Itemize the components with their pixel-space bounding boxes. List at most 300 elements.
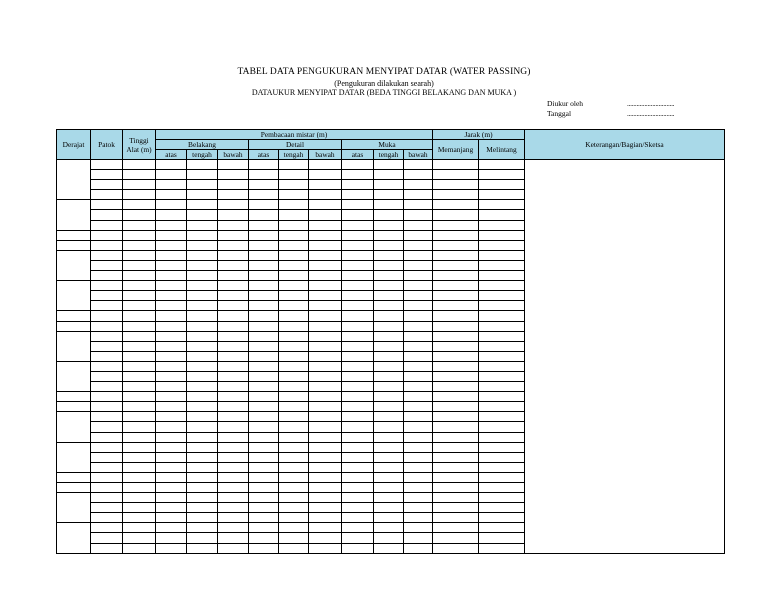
data-cell[interactable] xyxy=(156,402,187,412)
data-cell[interactable] xyxy=(433,382,479,392)
data-cell[interactable] xyxy=(218,321,249,331)
data-cell[interactable] xyxy=(279,432,309,442)
data-cell[interactable] xyxy=(374,341,404,351)
data-cell[interactable] xyxy=(374,180,404,190)
data-cell[interactable] xyxy=(91,220,123,230)
data-cell[interactable] xyxy=(479,281,525,291)
data-cell[interactable] xyxy=(404,180,433,190)
data-cell[interactable] xyxy=(218,220,249,230)
data-cell[interactable] xyxy=(156,533,187,543)
data-cell[interactable] xyxy=(309,533,342,543)
data-cell[interactable] xyxy=(91,200,123,210)
data-cell[interactable] xyxy=(156,462,187,472)
data-cell[interactable] xyxy=(279,230,309,240)
data-cell[interactable] xyxy=(218,291,249,301)
data-cell[interactable] xyxy=(374,523,404,533)
data-cell[interactable] xyxy=(479,543,525,553)
data-cell[interactable] xyxy=(218,180,249,190)
data-cell[interactable] xyxy=(342,432,374,442)
data-cell[interactable] xyxy=(433,250,479,260)
data-cell[interactable] xyxy=(433,533,479,543)
data-cell[interactable] xyxy=(342,371,374,381)
data-cell[interactable] xyxy=(433,523,479,533)
data-cell[interactable] xyxy=(91,240,123,250)
data-cell[interactable] xyxy=(218,371,249,381)
data-cell[interactable] xyxy=(91,382,123,392)
data-cell[interactable] xyxy=(249,493,279,503)
data-cell[interactable] xyxy=(187,160,218,170)
data-cell[interactable] xyxy=(279,341,309,351)
data-cell[interactable] xyxy=(479,200,525,210)
data-cell[interactable] xyxy=(309,210,342,220)
data-cell[interactable] xyxy=(187,361,218,371)
data-cell[interactable] xyxy=(249,301,279,311)
data-cell[interactable] xyxy=(309,160,342,170)
data-cell[interactable] xyxy=(479,382,525,392)
data-cell[interactable] xyxy=(433,513,479,523)
data-cell[interactable] xyxy=(279,210,309,220)
data-cell[interactable] xyxy=(123,301,156,311)
data-cell[interactable] xyxy=(218,210,249,220)
data-cell[interactable] xyxy=(433,321,479,331)
data-cell[interactable] xyxy=(404,432,433,442)
data-cell[interactable] xyxy=(433,311,479,321)
data-cell[interactable] xyxy=(309,442,342,452)
data-cell[interactable] xyxy=(249,331,279,341)
data-cell[interactable] xyxy=(479,351,525,361)
data-cell[interactable] xyxy=(374,220,404,230)
data-cell[interactable] xyxy=(404,260,433,270)
data-cell[interactable] xyxy=(342,462,374,472)
data-cell[interactable] xyxy=(309,351,342,361)
data-cell[interactable] xyxy=(156,210,187,220)
data-cell[interactable] xyxy=(342,472,374,482)
data-cell[interactable] xyxy=(91,493,123,503)
data-cell[interactable] xyxy=(249,371,279,381)
data-cell[interactable] xyxy=(156,190,187,200)
data-cell[interactable] xyxy=(123,432,156,442)
data-cell[interactable] xyxy=(342,240,374,250)
data-cell[interactable] xyxy=(279,240,309,250)
data-cell[interactable] xyxy=(433,392,479,402)
data-cell[interactable] xyxy=(91,533,123,543)
data-cell[interactable] xyxy=(433,472,479,482)
data-cell[interactable] xyxy=(123,493,156,503)
data-cell[interactable] xyxy=(123,331,156,341)
data-cell[interactable] xyxy=(309,250,342,260)
data-cell[interactable] xyxy=(433,493,479,503)
data-cell[interactable] xyxy=(404,513,433,523)
data-cell[interactable] xyxy=(404,371,433,381)
data-cell[interactable] xyxy=(156,483,187,493)
data-cell[interactable] xyxy=(374,412,404,422)
data-cell[interactable] xyxy=(156,442,187,452)
data-cell[interactable] xyxy=(374,260,404,270)
data-cell[interactable] xyxy=(123,523,156,533)
data-cell[interactable] xyxy=(374,543,404,553)
data-cell[interactable] xyxy=(123,260,156,270)
data-cell[interactable] xyxy=(187,392,218,402)
data-cell[interactable] xyxy=(123,392,156,402)
data-cell[interactable] xyxy=(342,160,374,170)
data-cell[interactable] xyxy=(91,523,123,533)
data-cell[interactable] xyxy=(249,523,279,533)
data-cell[interactable] xyxy=(187,462,218,472)
data-cell[interactable] xyxy=(309,230,342,240)
data-cell[interactable] xyxy=(187,412,218,422)
data-cell[interactable] xyxy=(404,543,433,553)
data-cell[interactable] xyxy=(374,321,404,331)
data-cell[interactable] xyxy=(433,361,479,371)
data-cell[interactable] xyxy=(187,220,218,230)
data-cell[interactable] xyxy=(156,412,187,422)
data-cell[interactable] xyxy=(309,291,342,301)
data-cell[interactable] xyxy=(342,503,374,513)
data-cell[interactable] xyxy=(479,472,525,482)
data-cell[interactable] xyxy=(279,543,309,553)
data-cell[interactable] xyxy=(433,483,479,493)
data-cell[interactable] xyxy=(279,170,309,180)
data-cell[interactable] xyxy=(123,230,156,240)
data-cell[interactable] xyxy=(249,180,279,190)
data-cell[interactable] xyxy=(433,180,479,190)
data-cell[interactable] xyxy=(249,200,279,210)
data-cell[interactable] xyxy=(374,311,404,321)
data-cell[interactable] xyxy=(404,271,433,281)
data-cell[interactable] xyxy=(309,452,342,462)
data-cell[interactable] xyxy=(279,281,309,291)
derajat-cell[interactable] xyxy=(57,412,91,442)
data-cell[interactable] xyxy=(123,351,156,361)
data-cell[interactable] xyxy=(279,442,309,452)
data-cell[interactable] xyxy=(218,190,249,200)
data-cell[interactable] xyxy=(404,412,433,422)
data-cell[interactable] xyxy=(187,371,218,381)
data-cell[interactable] xyxy=(187,260,218,270)
data-cell[interactable] xyxy=(342,250,374,260)
data-cell[interactable] xyxy=(374,462,404,472)
data-cell[interactable] xyxy=(218,523,249,533)
data-cell[interactable] xyxy=(342,412,374,422)
data-cell[interactable] xyxy=(342,483,374,493)
data-cell[interactable] xyxy=(218,432,249,442)
data-cell[interactable] xyxy=(123,543,156,553)
data-cell[interactable] xyxy=(123,412,156,422)
data-cell[interactable] xyxy=(342,341,374,351)
data-cell[interactable] xyxy=(218,513,249,523)
data-cell[interactable] xyxy=(404,361,433,371)
data-cell[interactable] xyxy=(249,432,279,442)
data-cell[interactable] xyxy=(309,281,342,291)
data-cell[interactable] xyxy=(479,180,525,190)
data-cell[interactable] xyxy=(309,311,342,321)
data-cell[interactable] xyxy=(218,392,249,402)
data-cell[interactable] xyxy=(123,200,156,210)
data-cell[interactable] xyxy=(374,230,404,240)
data-cell[interactable] xyxy=(249,503,279,513)
data-cell[interactable] xyxy=(187,493,218,503)
data-cell[interactable] xyxy=(156,230,187,240)
data-cell[interactable] xyxy=(342,442,374,452)
data-cell[interactable] xyxy=(374,170,404,180)
data-cell[interactable] xyxy=(404,331,433,341)
data-cell[interactable] xyxy=(218,170,249,180)
derajat-cell[interactable] xyxy=(57,442,91,472)
data-cell[interactable] xyxy=(342,422,374,432)
data-cell[interactable] xyxy=(404,170,433,180)
data-cell[interactable] xyxy=(249,321,279,331)
data-cell[interactable] xyxy=(249,472,279,482)
data-cell[interactable] xyxy=(309,180,342,190)
derajat-cell[interactable] xyxy=(57,483,91,493)
data-cell[interactable] xyxy=(342,230,374,240)
data-cell[interactable] xyxy=(156,472,187,482)
data-cell[interactable] xyxy=(279,392,309,402)
data-cell[interactable] xyxy=(123,220,156,230)
data-cell[interactable] xyxy=(279,160,309,170)
data-cell[interactable] xyxy=(342,452,374,462)
data-cell[interactable] xyxy=(279,483,309,493)
data-cell[interactable] xyxy=(91,260,123,270)
data-cell[interactable] xyxy=(123,341,156,351)
derajat-cell[interactable] xyxy=(57,250,91,280)
data-cell[interactable] xyxy=(342,361,374,371)
data-cell[interactable] xyxy=(279,321,309,331)
data-cell[interactable] xyxy=(479,392,525,402)
derajat-cell[interactable] xyxy=(57,160,91,200)
data-cell[interactable] xyxy=(249,452,279,462)
data-cell[interactable] xyxy=(342,493,374,503)
data-cell[interactable] xyxy=(279,452,309,462)
data-cell[interactable] xyxy=(279,200,309,210)
data-cell[interactable] xyxy=(479,210,525,220)
derajat-cell[interactable] xyxy=(57,331,91,361)
data-cell[interactable] xyxy=(433,291,479,301)
data-cell[interactable] xyxy=(249,291,279,301)
data-cell[interactable] xyxy=(218,472,249,482)
data-cell[interactable] xyxy=(156,281,187,291)
data-cell[interactable] xyxy=(156,371,187,381)
data-cell[interactable] xyxy=(309,190,342,200)
data-cell[interactable] xyxy=(123,271,156,281)
data-cell[interactable] xyxy=(404,160,433,170)
data-cell[interactable] xyxy=(374,422,404,432)
data-cell[interactable] xyxy=(123,210,156,220)
data-cell[interactable] xyxy=(156,271,187,281)
data-cell[interactable] xyxy=(218,160,249,170)
data-cell[interactable] xyxy=(91,351,123,361)
data-cell[interactable] xyxy=(187,432,218,442)
data-cell[interactable] xyxy=(156,452,187,462)
data-cell[interactable] xyxy=(187,190,218,200)
data-cell[interactable] xyxy=(249,250,279,260)
data-cell[interactable] xyxy=(279,331,309,341)
data-cell[interactable] xyxy=(433,220,479,230)
data-cell[interactable] xyxy=(404,311,433,321)
data-cell[interactable] xyxy=(218,543,249,553)
data-cell[interactable] xyxy=(433,412,479,422)
data-cell[interactable] xyxy=(433,341,479,351)
data-cell[interactable] xyxy=(479,170,525,180)
data-cell[interactable] xyxy=(374,503,404,513)
data-cell[interactable] xyxy=(249,462,279,472)
data-cell[interactable] xyxy=(309,543,342,553)
data-cell[interactable] xyxy=(433,402,479,412)
data-cell[interactable] xyxy=(249,341,279,351)
data-cell[interactable] xyxy=(218,442,249,452)
data-cell[interactable] xyxy=(91,341,123,351)
data-cell[interactable] xyxy=(342,523,374,533)
data-cell[interactable] xyxy=(249,240,279,250)
data-cell[interactable] xyxy=(433,271,479,281)
data-cell[interactable] xyxy=(433,432,479,442)
data-cell[interactable] xyxy=(249,311,279,321)
data-cell[interactable] xyxy=(342,382,374,392)
data-cell[interactable] xyxy=(156,331,187,341)
data-cell[interactable] xyxy=(123,190,156,200)
data-cell[interactable] xyxy=(374,371,404,381)
data-cell[interactable] xyxy=(156,513,187,523)
data-cell[interactable] xyxy=(404,442,433,452)
data-cell[interactable] xyxy=(309,260,342,270)
data-cell[interactable] xyxy=(218,250,249,260)
data-cell[interactable] xyxy=(156,301,187,311)
data-cell[interactable] xyxy=(123,371,156,381)
data-cell[interactable] xyxy=(404,321,433,331)
data-cell[interactable] xyxy=(309,301,342,311)
data-cell[interactable] xyxy=(404,533,433,543)
data-cell[interactable] xyxy=(91,442,123,452)
data-cell[interactable] xyxy=(91,230,123,240)
data-cell[interactable] xyxy=(249,170,279,180)
data-cell[interactable] xyxy=(374,533,404,543)
data-cell[interactable] xyxy=(309,412,342,422)
data-cell[interactable] xyxy=(374,160,404,170)
data-cell[interactable] xyxy=(187,452,218,462)
data-cell[interactable] xyxy=(374,513,404,523)
data-cell[interactable] xyxy=(479,190,525,200)
data-cell[interactable] xyxy=(249,513,279,523)
data-cell[interactable] xyxy=(404,472,433,482)
data-cell[interactable] xyxy=(156,543,187,553)
data-cell[interactable] xyxy=(279,422,309,432)
data-cell[interactable] xyxy=(156,382,187,392)
data-cell[interactable] xyxy=(123,382,156,392)
data-cell[interactable] xyxy=(156,361,187,371)
data-cell[interactable] xyxy=(279,180,309,190)
data-cell[interactable] xyxy=(123,250,156,260)
data-cell[interactable] xyxy=(187,291,218,301)
data-cell[interactable] xyxy=(91,271,123,281)
data-cell[interactable] xyxy=(342,533,374,543)
data-cell[interactable] xyxy=(123,472,156,482)
data-cell[interactable] xyxy=(91,452,123,462)
data-cell[interactable] xyxy=(123,180,156,190)
data-cell[interactable] xyxy=(342,543,374,553)
data-cell[interactable] xyxy=(279,361,309,371)
data-cell[interactable] xyxy=(309,361,342,371)
data-cell[interactable] xyxy=(374,351,404,361)
data-cell[interactable] xyxy=(479,321,525,331)
data-cell[interactable] xyxy=(249,281,279,291)
data-cell[interactable] xyxy=(187,543,218,553)
data-cell[interactable] xyxy=(218,230,249,240)
data-cell[interactable] xyxy=(479,260,525,270)
data-cell[interactable] xyxy=(187,321,218,331)
data-cell[interactable] xyxy=(309,422,342,432)
data-cell[interactable] xyxy=(218,260,249,270)
data-cell[interactable] xyxy=(309,220,342,230)
data-cell[interactable] xyxy=(218,240,249,250)
data-cell[interactable] xyxy=(218,331,249,341)
derajat-cell[interactable] xyxy=(57,311,91,321)
data-cell[interactable] xyxy=(91,180,123,190)
data-cell[interactable] xyxy=(479,442,525,452)
data-cell[interactable] xyxy=(479,250,525,260)
data-cell[interactable] xyxy=(156,432,187,442)
data-cell[interactable] xyxy=(279,371,309,381)
data-cell[interactable] xyxy=(91,160,123,170)
data-cell[interactable] xyxy=(342,180,374,190)
data-cell[interactable] xyxy=(91,190,123,200)
data-cell[interactable] xyxy=(279,462,309,472)
data-cell[interactable] xyxy=(404,190,433,200)
data-cell[interactable] xyxy=(279,220,309,230)
data-cell[interactable] xyxy=(156,523,187,533)
data-cell[interactable] xyxy=(91,331,123,341)
data-cell[interactable] xyxy=(342,513,374,523)
derajat-cell[interactable] xyxy=(57,402,91,412)
data-cell[interactable] xyxy=(91,483,123,493)
data-cell[interactable] xyxy=(342,351,374,361)
data-cell[interactable] xyxy=(404,351,433,361)
data-cell[interactable] xyxy=(433,281,479,291)
data-cell[interactable] xyxy=(433,442,479,452)
data-cell[interactable] xyxy=(433,190,479,200)
data-cell[interactable] xyxy=(123,281,156,291)
data-cell[interactable] xyxy=(374,301,404,311)
data-cell[interactable] xyxy=(187,503,218,513)
data-cell[interactable] xyxy=(479,513,525,523)
data-cell[interactable] xyxy=(187,523,218,533)
data-cell[interactable] xyxy=(342,271,374,281)
derajat-cell[interactable] xyxy=(57,493,91,523)
data-cell[interactable] xyxy=(279,513,309,523)
data-cell[interactable] xyxy=(218,493,249,503)
data-cell[interactable] xyxy=(279,190,309,200)
data-cell[interactable] xyxy=(342,170,374,180)
derajat-cell[interactable] xyxy=(57,200,91,230)
data-cell[interactable] xyxy=(279,301,309,311)
data-cell[interactable] xyxy=(433,260,479,270)
data-cell[interactable] xyxy=(479,271,525,281)
data-cell[interactable] xyxy=(123,311,156,321)
data-cell[interactable] xyxy=(279,503,309,513)
data-cell[interactable] xyxy=(123,291,156,301)
data-cell[interactable] xyxy=(433,331,479,341)
data-cell[interactable] xyxy=(433,452,479,462)
data-cell[interactable] xyxy=(374,240,404,250)
data-cell[interactable] xyxy=(123,361,156,371)
data-cell[interactable] xyxy=(342,220,374,230)
data-cell[interactable] xyxy=(433,200,479,210)
data-cell[interactable] xyxy=(279,533,309,543)
data-cell[interactable] xyxy=(279,271,309,281)
data-cell[interactable] xyxy=(187,483,218,493)
data-cell[interactable] xyxy=(279,412,309,422)
data-cell[interactable] xyxy=(249,543,279,553)
data-cell[interactable] xyxy=(309,432,342,442)
